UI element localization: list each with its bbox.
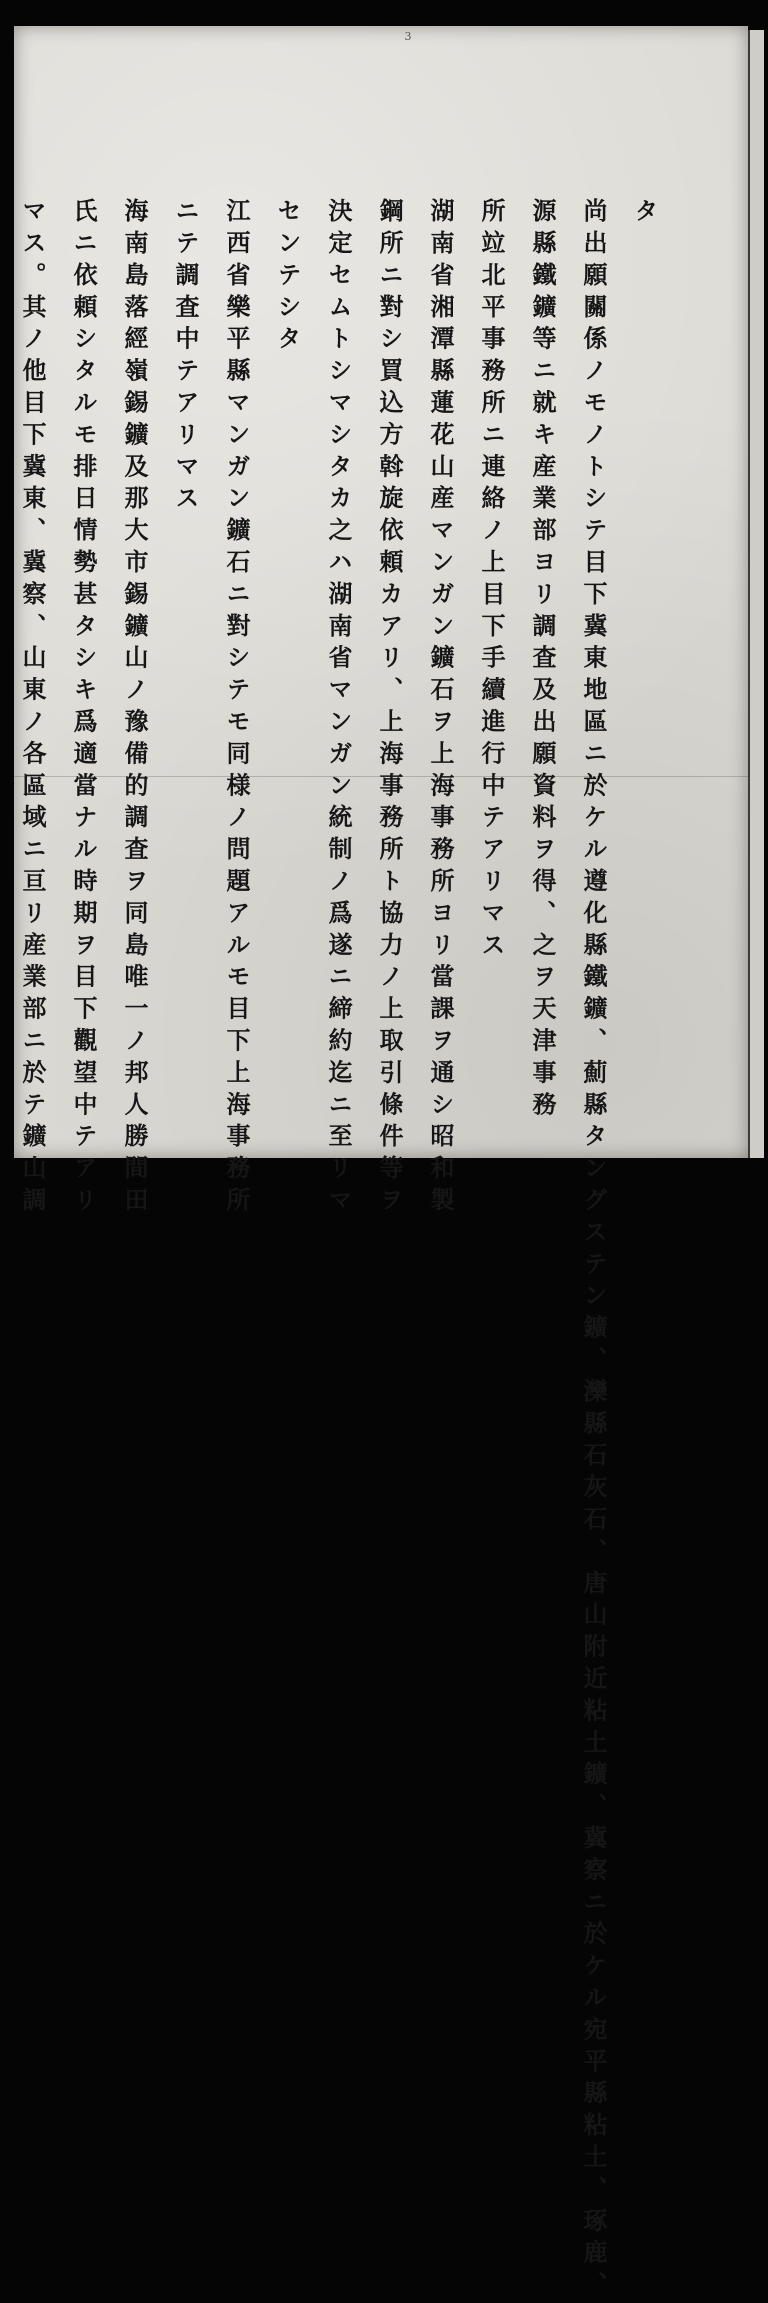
text-column-14 <box>0 198 7 1098</box>
text-column-11: 海南島落經嶺錫鑛及那大市錫鑛山ノ豫備的調査ヲ同島唯一ノ邦人勝間田 <box>120 198 149 1219</box>
text-column-2: 尚出願關係ノモノトシテ目下冀東地區ニ於ケル遵化縣鐵鑛、薊縣タングステン鑛、灤縣石灰石、唐山附近粘土鑛、冀察ニ於ケル宛平縣粘土、琢鹿、 <box>579 198 608 2303</box>
vertical-text-block <box>18 198 670 2303</box>
text-column-8: センテシタ <box>273 198 302 358</box>
text-column-6: 鋼所ニ對シ買込方斡旋依頼カアリ、上海事務所ト協力ノ上取引條件等ヲ <box>375 198 404 1219</box>
text-column-5: 湖南省湘潭縣蓮花山産マンガン鑛石ヲ上海事務所ヨリ當課ヲ通シ昭和製 <box>426 198 455 1219</box>
text-column-4: 所竝北平事務所ニ連絡ノ上目下手續進行中テアリマス <box>477 198 506 964</box>
text-column-9: 江西省樂平縣マンガン鑛石ニ對シテモ同様ノ問題アルモ目下上海事務所 <box>222 198 251 1219</box>
text-column-12: 氏ニ依頼シタルモ排日情勢甚タシキ爲適當ナル時期ヲ目下觀望中テアリ <box>69 198 98 1219</box>
text-column-1: タ <box>630 198 659 230</box>
page-number: 3 <box>404 30 412 43</box>
text-column-13: マス。其ノ他目下冀東、冀察、山東ノ各區域ニ亘リ産業部ニ於テ鑛山調 <box>18 198 47 1219</box>
text-column-3: 源縣鐵鑛等ニ就キ産業部ヨリ調査及出願資料ヲ得、之ヲ天津事務 <box>528 198 557 1124</box>
binding-edge <box>748 30 764 1158</box>
text-column-10: ニテ調査中テアリマス <box>171 198 200 517</box>
text-column-7: 決定セムトシマシタカ之ハ湖南省マンガン統制ノ爲遂ニ締約迄ニ至リマ <box>324 198 353 1219</box>
